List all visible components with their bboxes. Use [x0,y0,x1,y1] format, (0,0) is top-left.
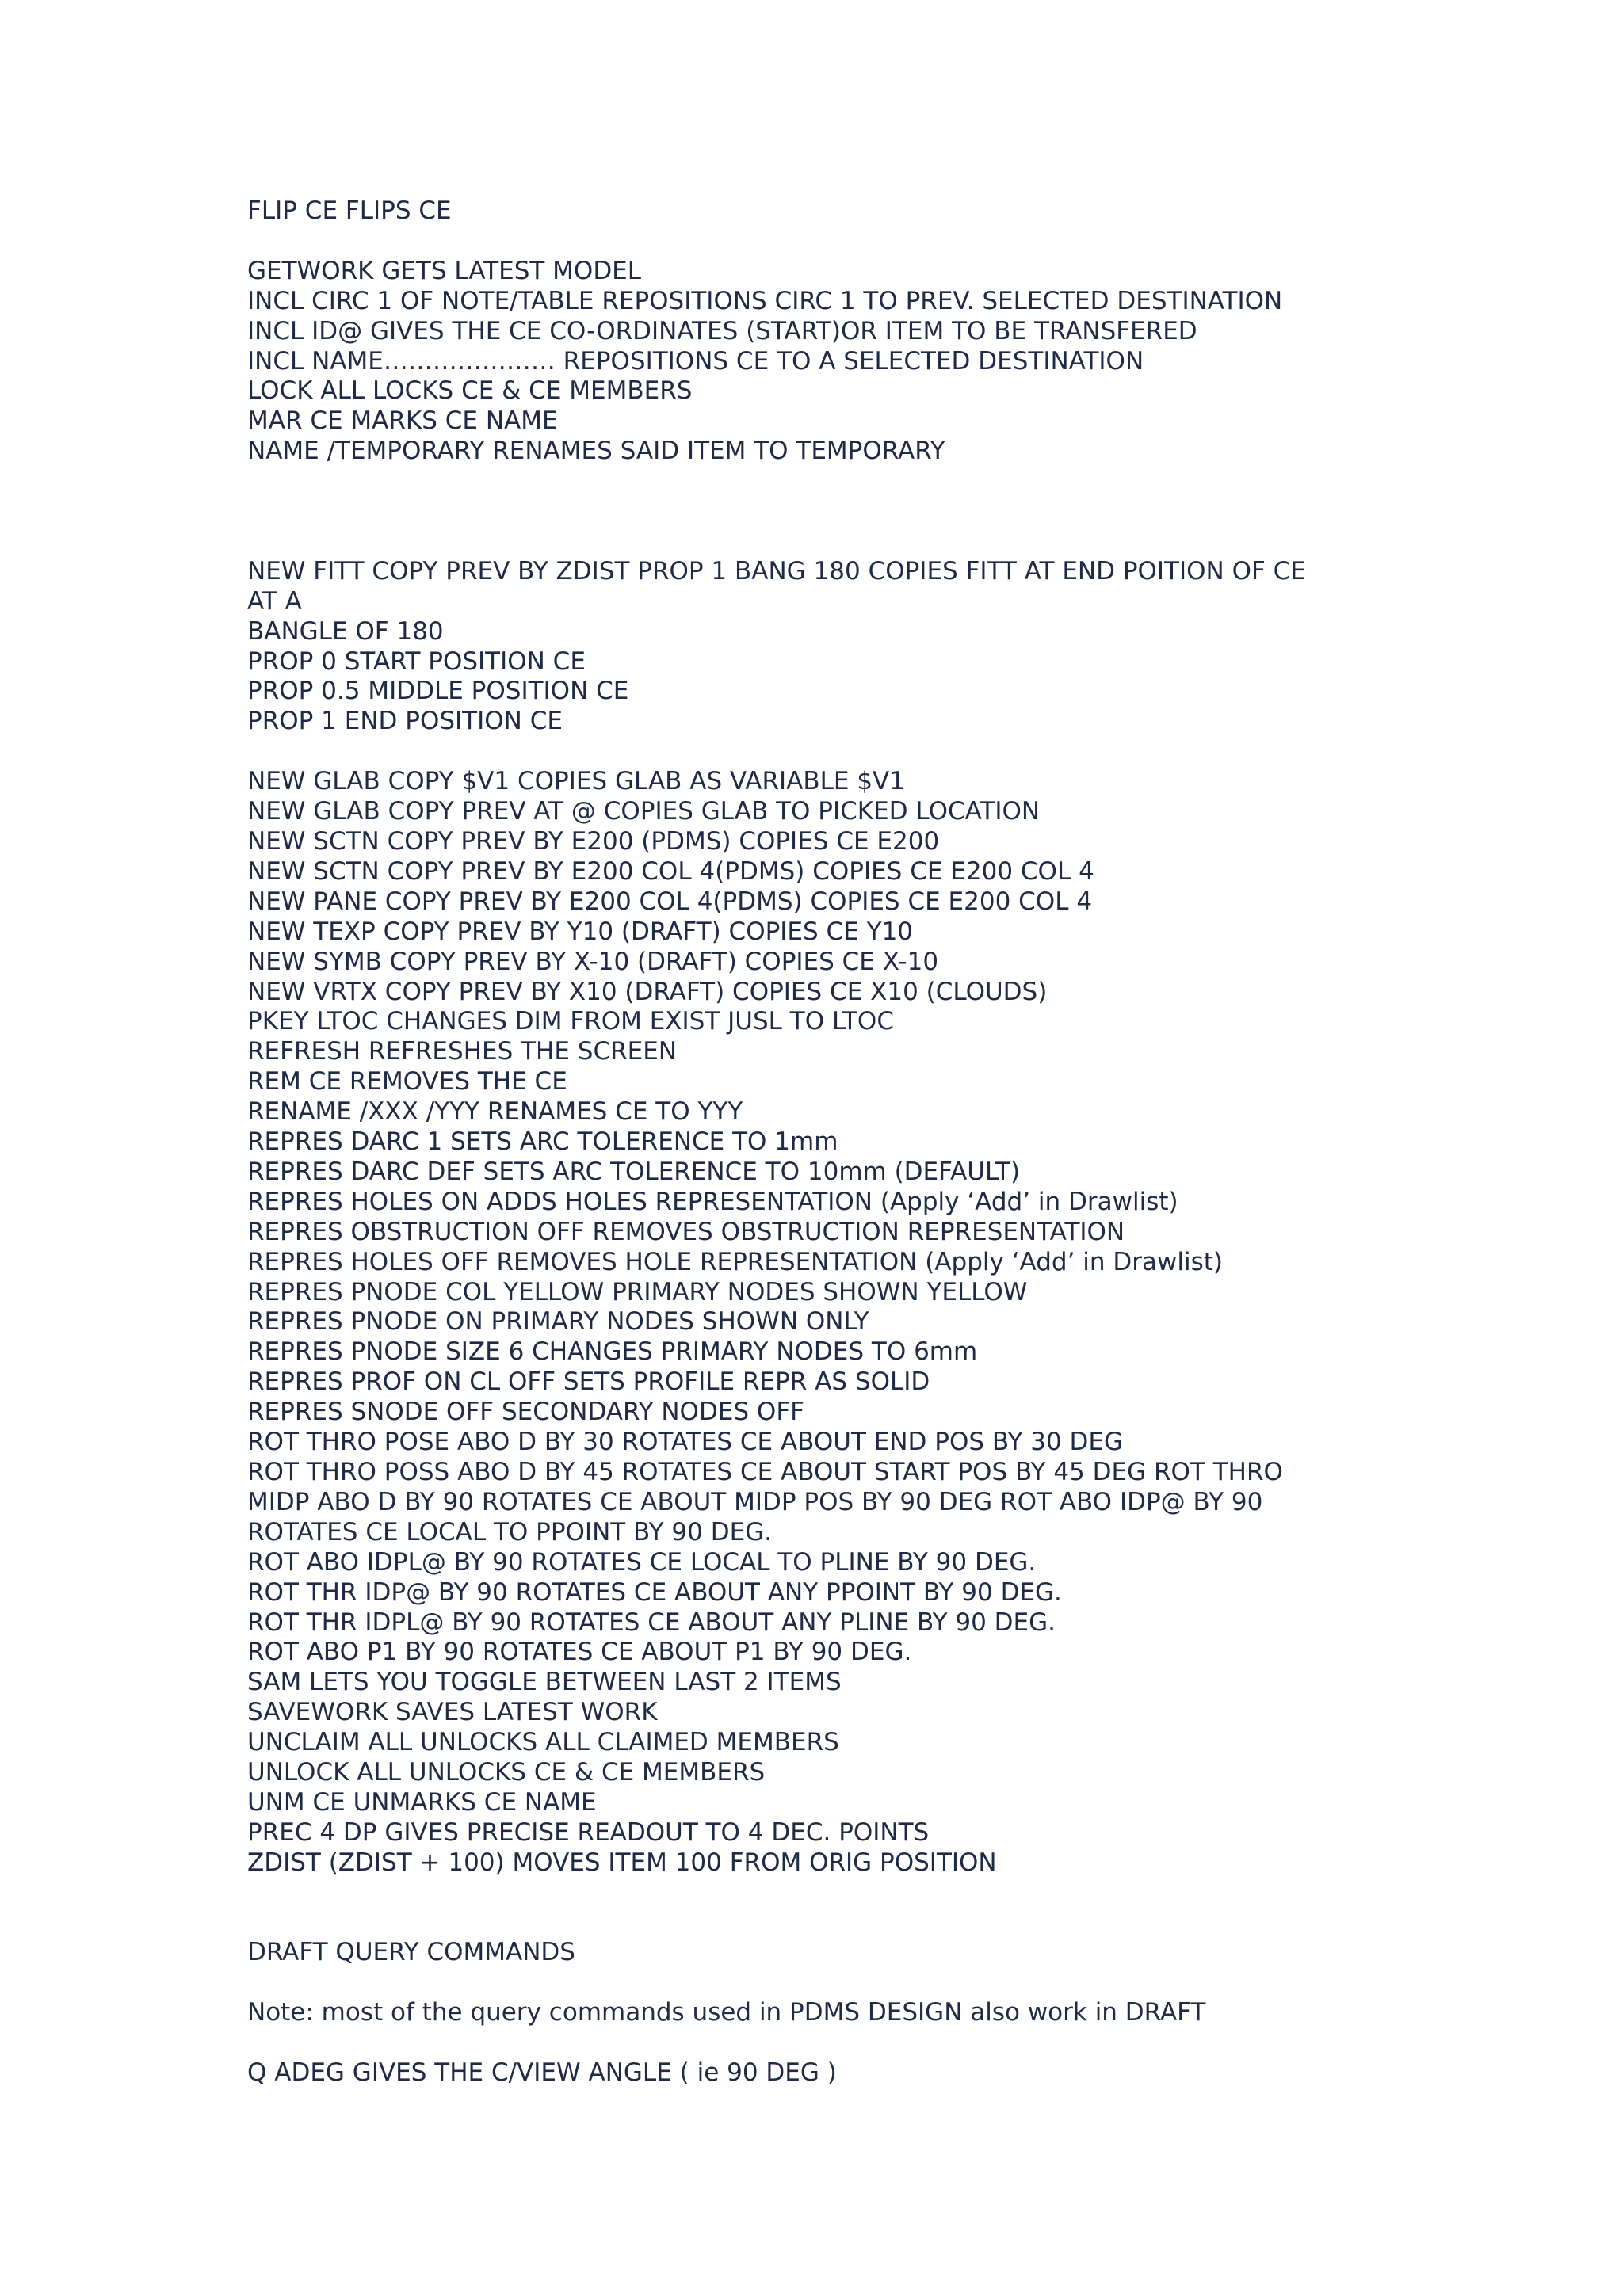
block-new-fitt [247,557,1404,737]
text-line: REPRES PNODE SIZE 6 CHANGES PRIMARY NODES TO 6mm [247,1337,978,1367]
block-flip [247,196,1404,227]
text-line: GETWORK GETS LATEST MODEL [247,256,642,285]
text-line: Q ADEG GIVES THE C/VIEW ANGLE ( ie 90 DEG ) [247,2058,837,2088]
text-line: FLIP CE FLIPS CE [247,196,452,225]
text-line: REPRES HOLES ON ADDS HOLES REPRESENTATION (Apply ‘Add’ in Drawlist) [247,1187,1178,1216]
block-getwork [247,257,1404,467]
text-line: ROT THRO POSS ABO D BY 45 ROTATES CE ABOUT START POS BY 45 DEG ROT THRO [247,1458,1283,1486]
text-line: AT A [247,586,302,616]
text-line: ROT THR IDP@ BY 90 ROTATES CE ABOUT ANY PPOINT BY 90 DEG. [247,1577,1062,1607]
text-line: REPRES HOLES OFF REMOVES HOLE REPRESENTATION (Apply ‘Add’ in Drawlist) [247,1247,1223,1276]
text-line: MAR CE MARKS CE NAME [247,406,558,436]
draft-query-heading: DRAFT QUERY COMMANDS [247,1938,575,1967]
text-line: NEW SCTN COPY PREV BY E200 (PDMS) COPIES CE E200 [247,826,940,856]
text-line: UNCLAIM ALL UNLOCKS ALL CLAIMED MEMBERS [247,1728,839,1757]
text-line: UNM CE UNMARKS CE NAME [247,1787,597,1817]
text-line: REPRES DARC DEF SETS ARC TOLERENCE TO 10mm (DEFAULT) [247,1157,1021,1186]
text-line: PROP 0 START POSITION CE [247,646,586,676]
text-line: REPRES PNODE ON PRIMARY NODES SHOWN ONLY [247,1307,869,1337]
document-page [247,196,1404,2088]
text-line: NAME /TEMPORARY RENAMES SAID ITEM TO TEMPORARY [247,437,945,466]
text-line: PROP 0.5 MIDDLE POSITION CE [247,677,629,706]
text-line: REPRES DARC 1 SETS ARC TOLERENCE TO 1mm [247,1127,838,1157]
text-line: PROP 1 END POSITION CE [247,707,563,736]
text-line: INCL ID@ GIVES THE CE CO-ORDINATES (START)OR ITEM TO BE TRANSFERED [247,316,1197,345]
text-line: REPRES PROF ON CL OFF SETS PROFILE REPR AS SOLID [247,1367,930,1397]
text-line: NEW PANE COPY PREV BY E200 COL 4(PDMS) COPIES CE E200 COL 4 [247,887,1093,916]
blank-line [247,737,1404,767]
note-paragraph [247,1998,1404,2028]
blank-line [247,1968,1404,1998]
text-line: ROT THRO POSE ABO D BY 30 ROTATES CE ABOUT END POS BY 30 DEG [247,1428,1124,1457]
text-line: NEW TEXP COPY PREV BY Y10 (DRAFT) COPIES CE Y10 [247,917,914,946]
text-line: NEW SCTN COPY PREV BY E200 COL 4(PDMS) COPIES CE E200 COL 4 [247,856,1094,886]
block-query [247,2058,1404,2088]
text-line: ROT ABO P1 BY 90 ROTATES CE ABOUT P1 BY 90 DEG. [247,1638,912,1667]
text-line: BANGLE OF 180 [247,616,444,646]
text-line: UNLOCK ALL UNLOCKS CE & CE MEMBERS [247,1758,766,1787]
text-line: NEW GLAB COPY $V1 COPIES GLAB AS VARIABLE $V1 [247,767,905,796]
text-line: REPRES PNODE COL YELLOW PRIMARY NODES SHOWN YELLOW [247,1277,1028,1306]
text-line: INCL CIRC 1 OF NOTE/TABLE REPOSITIONS CIRC 1 TO PREV. SELECTED DESTINATION [247,286,1283,315]
text-line: NEW GLAB COPY PREV AT @ COPIES GLAB TO PICKED LOCATION [247,797,1041,826]
text-line: ROTATES CE LOCAL TO PPOINT BY 90 DEG. [247,1517,773,1547]
text-line: INCL NAME………………… REPOSITIONS CE TO A SELECTED DESTINATION [247,346,1144,376]
text-line: PKEY LTOC CHANGES DIM FROM EXIST JUSL TO LTOC [247,1007,894,1036]
text-line: REPRES SNODE OFF SECONDARY NODES OFF [247,1398,804,1427]
text-line: NEW FITT COPY PREV BY ZDIST PROP 1 BANG 180 COPIES FITT AT END POITION OF CE [247,556,1306,585]
text-line: SAVEWORK SAVES LATEST WORK [247,1698,658,1727]
text-line: REFRESH REFRESHES THE SCREEN [247,1037,678,1066]
text-line: ZDIST (ZDIST + 100) MOVES ITEM 100 FROM ORIG POSITION [247,1848,997,1877]
text-line: REPRES OBSTRUCTION OFF REMOVES OBSTRUCTION REPRESENTATION [247,1217,1125,1246]
text-line: RENAME /XXX /YYY RENAMES CE TO YYY [247,1097,743,1127]
note-text: Note: most of the query commands used in PDMS DESIGN also work in DRAFT [247,1998,1206,2027]
blank-line [247,227,1404,257]
text-line: LOCK ALL LOCKS CE & CE MEMBERS [247,376,693,406]
blank-line [247,2028,1404,2058]
block-commands [247,767,1404,1878]
blank-space [247,467,1404,557]
section-heading [247,1938,1404,1968]
text-line: SAM LETS YOU TOGGLE BETWEEN LAST 2 ITEMS [247,1668,842,1697]
text-line: ROT ABO IDPL@ BY 90 ROTATES CE LOCAL TO PLINE BY 90 DEG. [247,1547,1037,1577]
text-line: REM CE REMOVES THE CE [247,1067,567,1097]
text-line: NEW SYMB COPY PREV BY X-10 (DRAFT) COPIES CE X-10 [247,947,939,976]
text-line: NEW VRTX COPY PREV BY X10 (DRAFT) COPIES CE X10 (CLOUDS) [247,977,1048,1006]
text-line: ROT THR IDPL@ BY 90 ROTATES CE ABOUT ANY PLINE BY 90 DEG. [247,1608,1056,1637]
text-line: PREC 4 DP GIVES PRECISE READOUT TO 4 DEC. POINTS [247,1817,930,1847]
blank-space [247,1878,1404,1939]
text-line: MIDP ABO D BY 90 ROTATES CE ABOUT MIDP POS BY 90 DEG ROT ABO IDP@ BY 90 [247,1487,1263,1516]
